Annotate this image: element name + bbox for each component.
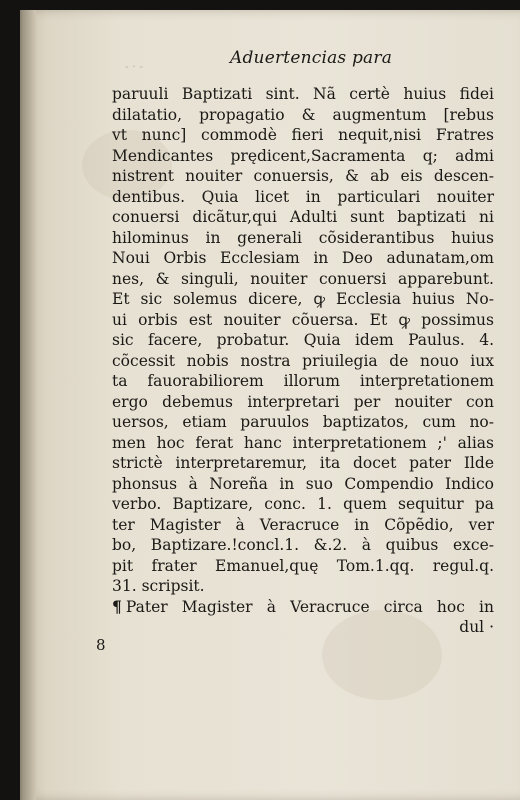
text-line: Mendicantes prędicent,Sacramenta q; admi	[112, 146, 494, 165]
pilcrow-icon: ¶	[112, 596, 122, 616]
text-line: Noui Orbis Ecclesiam in Deo adunatam,om	[112, 249, 494, 267]
text-line: vt nunc] commodè fieri nequit,nisi Fratres	[112, 126, 494, 144]
text-line: verbo. Baptizare, conc. 1. quem sequitur pa	[112, 495, 494, 513]
text-line: nistrent nouiter conuersis, & ab eis descen-	[112, 167, 494, 185]
text-line: dentibus. Quia licet in particulari nouiter	[112, 187, 494, 206]
text-line: paruuli Baptizati sint. Nã certè huius fidei	[112, 85, 494, 103]
text-line: cõcessit nobis nostra priuilegia de nouo iux	[112, 351, 494, 370]
faded-mark: - · -	[125, 60, 143, 73]
text-line: phonsus à Noreña in suo Compendio Indico	[112, 474, 494, 493]
text-line: conuersi dicãtur,qui Adulti sunt baptizati ni	[112, 208, 494, 226]
text-line: Pater Magister à Veracruce circa hoc in	[125, 597, 494, 616]
text-line: ergo debemus interpretari per nouiter con	[112, 392, 494, 411]
text-line: pit frater Emanuel,quę Tom.1.qq. regul.q.	[112, 556, 494, 575]
margin-number: 8	[96, 636, 106, 654]
text-line: men hoc ferat hanc interpretationem ;' alias	[112, 433, 494, 452]
catchword-line: dul ·	[459, 618, 494, 636]
text-line: sic facere, probatur. Quia idem Paulus. 4.	[112, 331, 494, 349]
text-line: hilominus in generali cõsiderantibus huius	[112, 228, 494, 247]
text-line: ui orbis est nouiter cõuersa. Et ꝙ possimus	[112, 310, 494, 329]
text-line: ta fauorabiliorem illorum interpretationem	[112, 372, 494, 390]
paragraph-line	[112, 597, 494, 618]
text-line: bo, Baptizare.!concl.1. &.2. à quibus exce-	[112, 536, 494, 554]
text-line: 31. scripsit.	[112, 577, 205, 595]
text-line: uersos, etiam paruulos baptizatos, cum no-	[112, 413, 494, 431]
text-line: ter Magister à Veracruce in Cõpẽdio, ver	[112, 515, 494, 534]
text-line: Et sic solemus dicere, ꝙ Ecclesia huius No-	[112, 290, 494, 308]
body-text	[112, 84, 494, 638]
running-head: Aduertencias para	[230, 48, 393, 68]
page-binding-edge	[22, 10, 36, 800]
text-line: nes, & singuli, nouiter conuersi apparebunt.	[112, 269, 494, 288]
text-line: dilatatio, propagatio & augmentum [rebus	[112, 105, 494, 124]
text-line: strictè interpretaremur, ita docet pater Ilde	[112, 454, 494, 472]
